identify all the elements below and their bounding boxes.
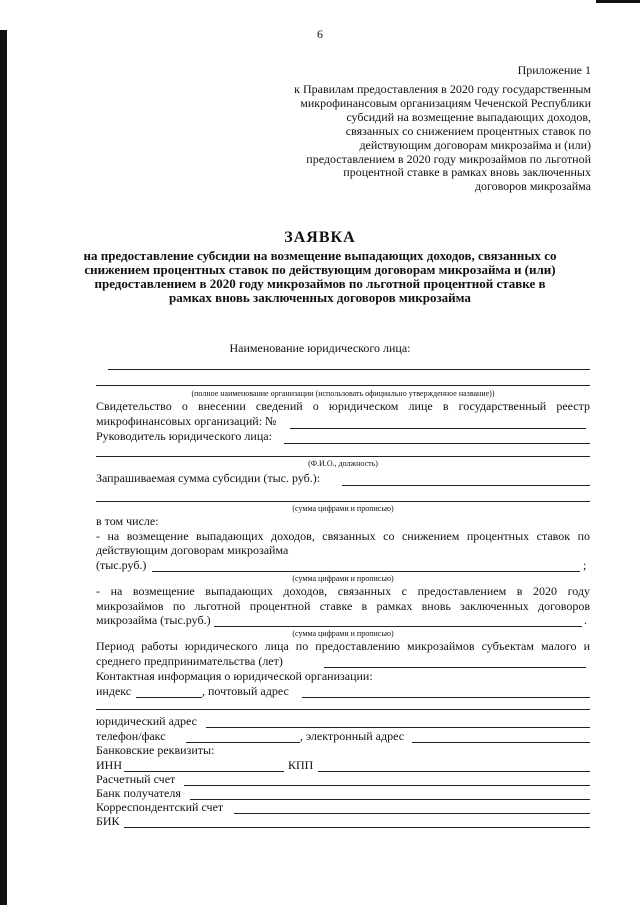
document-subtitle: на предоставление субсидии на возмещение выпадающих доходов, связанных со снижением процентных ставок по действующим договорам микрозайма и (или) предоставлением в 2020 году микрозаймов по льготной процентной ставке в рамках вновь заключенных договоров микрозайма [83,248,557,305]
bank-field[interactable] [190,799,590,800]
bik-label: БИК [96,814,120,828]
legal-address-field[interactable] [206,727,590,728]
org-name-label: Наименование юридического лица: [229,341,411,355]
email-field[interactable] [412,742,590,743]
appendix-label: Приложение 1 [517,63,591,77]
index-field[interactable] [136,697,202,698]
index-label: индекс [96,684,132,698]
item1-amount-label: (тыс.руб.) [96,558,147,572]
rules-reference: к Правилам предоставления в 2020 году государственным микрофинансовым организациям Чеченской Республики субсидий на возмещение выпадающих доходов, связанных со снижением процентных ставок по действующим договорам микрозайма и (или) предоставлением в 2020 году микрозаймов по льготной процентной ставке в рамках вновь заключенных договоров микрозайма [294,82,591,194]
legal-address-label: юридический адрес [96,714,197,728]
account-field[interactable] [184,785,590,786]
item1-text-2: действующим договорам микрозайма [96,543,289,557]
document-title: ЗАЯВКА [284,229,356,246]
head-field-1[interactable] [284,443,590,444]
amount-field-2[interactable] [96,501,590,502]
item2-caption: (сумма цифрами и прописью) [292,629,394,638]
period-text: Период работы юридического лица по предоставлению микрозаймов субъектам малого и [96,639,590,653]
kpp-label: КПП [288,758,314,772]
scan-edge-left [0,30,7,905]
item2-text: - на возмещение выпадающих доходов, связанных с предоставлением в 2020 году [96,584,590,598]
certificate-text: Свидетельство о внесении сведений о юридическом лице в государственный реестр [96,399,590,413]
period-label: среднего предпринимательства (лет) [96,654,283,668]
org-name-field-1[interactable] [108,369,590,370]
item2-amount-label: микрозайма (тыс.руб.) [96,613,211,627]
item1-caption: (сумма цифрами и прописью) [292,574,394,583]
head-caption: (Ф.И.О., должность) [308,459,378,468]
contact-label: Контактная информация о юридической организации: [96,669,373,683]
certificate-number-field[interactable] [290,428,586,429]
item1-amount-field[interactable] [152,571,580,572]
postal-address-field-2[interactable] [96,709,590,710]
head-label: Руководитель юридического лица: [96,429,272,443]
item2-text-2: микрозаймов по льготной процентной ставке в рамках вновь заключенных договоров [96,599,590,613]
item2-amount-field[interactable] [214,626,582,627]
email-label: , электронный адрес [300,729,405,743]
head-field-2[interactable] [96,456,590,457]
account-label: Расчетный счет [96,772,176,786]
inn-label: ИНН [96,758,122,772]
bank-label: Банк получателя [96,786,181,800]
bik-field[interactable] [124,827,590,828]
item2-end: . [584,613,587,627]
corr-account-field[interactable] [234,813,590,814]
page-number: 6 [317,27,323,41]
scan-edge-top [596,0,640,3]
org-name-field-2[interactable] [96,385,590,386]
item1-text: - на возмещение выпадающих доходов, связанных со снижением процентных ставок по [96,529,590,543]
amount-label: Запрашиваемая сумма субсидии (тыс. руб.): [96,471,321,485]
certificate-number-label: микрофинансовых организаций: № [96,414,277,428]
corr-account-label: Корреспондентский счет [96,800,224,814]
org-name-caption: (полное наименование организации (использовать официально утвержденное название)) [191,389,495,398]
postal-address-label: , почтовый адрес [202,684,289,698]
amount-field-1[interactable] [342,485,590,486]
postal-address-field-1[interactable] [302,697,590,698]
item1-end: ; [583,558,587,572]
amount-caption: (сумма цифрами и прописью) [292,504,394,513]
bank-details-label: Банковские реквизиты: [96,743,215,757]
period-field[interactable] [324,667,586,668]
kpp-field[interactable] [318,771,590,772]
including-label: в том числе: [96,514,159,528]
phone-label: телефон/факс [96,729,166,743]
